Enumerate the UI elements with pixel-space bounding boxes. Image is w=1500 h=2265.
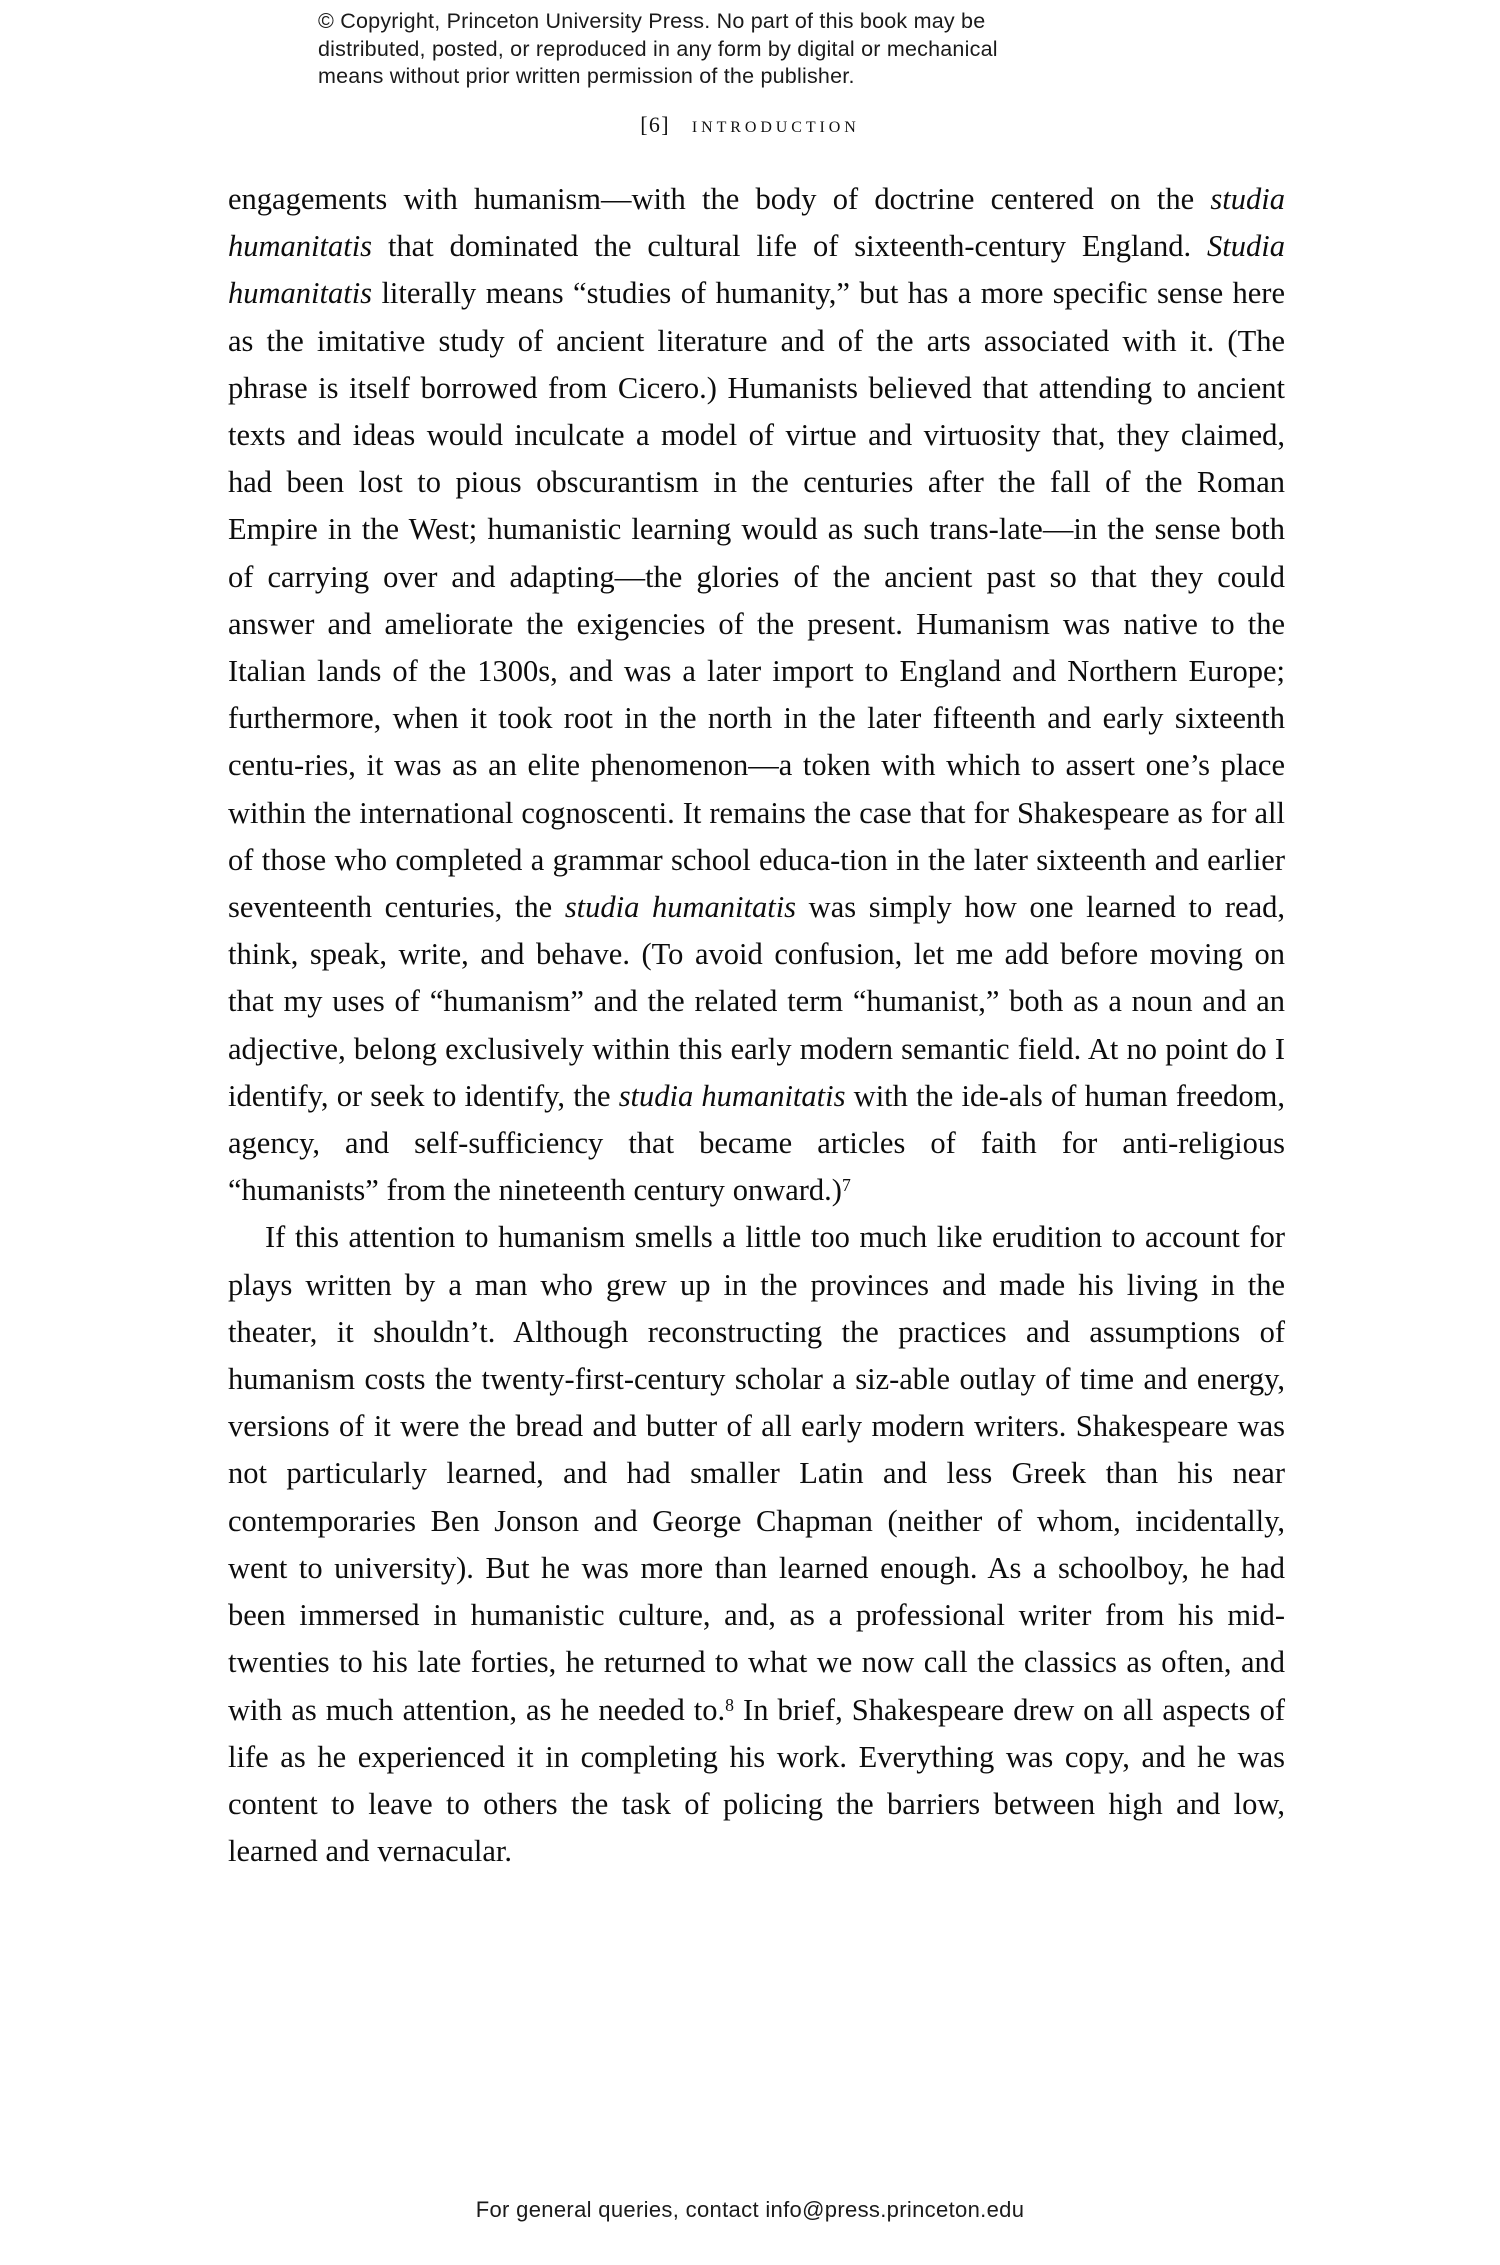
p1-segment-2: that dominated the cultural life of sixteenth-century England. <box>372 229 1208 264</box>
footnote-marker-7[interactable]: 7 <box>841 1175 851 1196</box>
copyright-notice <box>318 8 1178 91</box>
footnote-marker-8[interactable]: 8 <box>725 1694 734 1715</box>
running-head <box>0 112 1500 138</box>
paragraph-2 <box>228 1214 1285 1875</box>
p1-segment-3: literally means “studies of humanity,” but has a more specific sense here as the imitative study of ancient literature and of the arts associated with it. (The phrase is itself borrowed from Cicero.) Humanists believed that attending to ancient texts and ideas would inculcate a model of virtue and virtuosity that, they claimed, had been lost to pious obscurantism in the centuries after the fall of the Roman Empire in the West; humanistic learning would as such trans-late—in the sense both of carrying over and adapting—the glories of the ancient past so that they could answer and ameliorate the exigencies of the present. Humanism was native to the Italian lands of the <box>228 276 1285 689</box>
p1-segment-1: engagements with humanism—with the body of doctrine centered on the <box>228 182 1211 216</box>
body-text-block <box>228 176 1285 1875</box>
copyright-notice-line-2: distributed, posted, or reproduced in any form by digital or mechanical <box>318 36 998 61</box>
p2-segment-2: In brief, Shakespeare drew on all aspects of life as he experienced it in completing his work. Everything was copy, and he was content to leave to others the task of policing the barriers between high and low, learned and vernacular. <box>228 1692 1285 1869</box>
p1-segment-6: with the ide-als of human freedom, agency, and self-sufficiency that became articles of faith for anti-religious “humanists” from the nineteenth century onward.) <box>228 1078 1285 1208</box>
page-folio: [6] <box>640 112 670 137</box>
paragraph-1 <box>228 176 1285 1214</box>
p1-italic-studia-humanitatis-3: studia humanitatis <box>564 890 797 925</box>
copyright-notice-line-3: means without prior written permission of the publisher. <box>318 64 855 88</box>
p1-italic-studia-humanitatis-1: studia humanitatis <box>228 182 1285 264</box>
p1-italic-studia-humanitatis-4: studia humanitatis <box>618 1078 846 1113</box>
p2-segment-1: If this attention to humanism smells a little too much like erudition to account for plays written by a man who grew up in the provinces and made his living in the theater, it shouldn’t. Although reconstructing the practices and assumptions of humanism costs the twenty-first-century scholar a siz-able outlay of time and energy, versions of it were the bread and butter of all early modern writers. Shakespeare was not particularly learned, and had smaller Latin and less Greek than his near contemporaries Ben Jonson and George Chapman (neither of whom, incidentally, went to university). But he was more than learned enough. As a schoolboy, he had been immersed in humanistic culture, and, as a professional writer from his mid-twenties to his late forties, he returned to what we now call the classics as often, and with as much attention, as he needed to. <box>228 1220 1285 1727</box>
footer-queries-notice: For general queries, contact info@press.princeton.edu <box>475 2197 1025 2222</box>
p1-segment-4: , and was a later import to England and Northern Europe; furthermore, when it took root in the north in the later fifteenth and early sixteenth centu-ries, it was as an elite phenomenon—a token with which to assert one’s place within the international cognoscenti. It remains the case that for Shakespeare as for all of those who completed a grammar school educa-tion in the later sixteenth and earlier seventeenth centuries, the <box>228 654 1286 925</box>
p1-year-1300s: 1300s <box>477 654 551 689</box>
running-head-title: introduction <box>691 112 860 137</box>
p1-segment-5: was simply how one learned to read, think, speak, write, and behave. (To avoid confusion, let me add before moving on that my uses of “humanism” and the related term “humanist,” both as a noun and an adjective, belong exclusively within this early modern semantic field. At no point do I identify, or seek to identify, the <box>228 890 1285 1113</box>
copyright-notice-line-1: © Copyright, Princeton University Press. No part of this book may be <box>318 9 986 33</box>
p1-italic-studia-humanitatis-2: Studia humanitatis <box>228 229 1285 311</box>
